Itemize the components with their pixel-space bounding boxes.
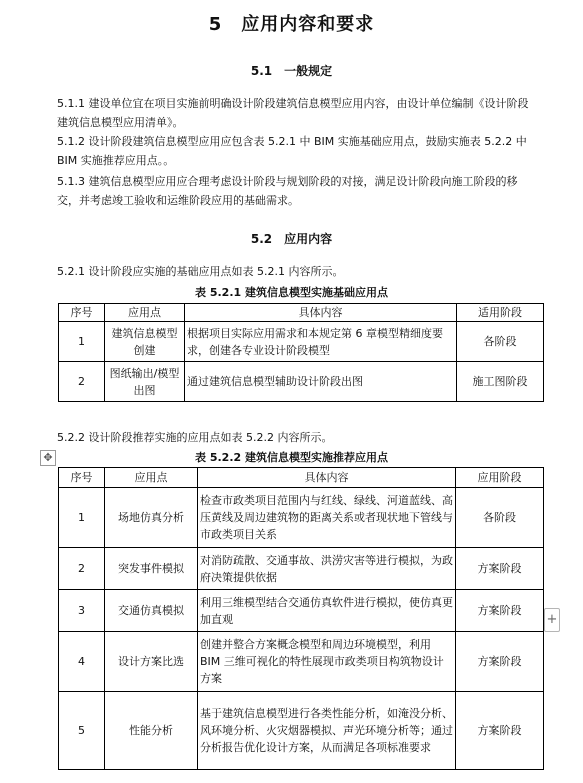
clause-5-2-2: 5.2.2 设计阶段推荐实施的应用点如表 5.2.2 内容所示。 [57,431,333,444]
table-cell: 性能分析 [105,692,198,770]
table-row [59,322,544,362]
add-row-icon[interactable]: + [544,608,560,632]
move-handle-icon[interactable]: ✥ [40,450,56,466]
table-cell: 突发事件模拟 [105,548,198,590]
table-cell: 方案阶段 [456,632,544,692]
table-cell: 施工图阶段 [457,362,544,402]
table-cell: 交通仿真模拟 [105,590,198,632]
table-cell: 根据项目实际应用需求和本规定第 6 章模型精细度要求，创建各专业设计阶段模型 [185,322,457,362]
table2-caption: 表 5.2.2 建筑信息模型实施推荐应用点 [195,451,388,464]
table-header-row [59,304,544,322]
table-cell: 检查市政类项目范围内与红线、绿线、河道蓝线、高压黄线及周边建筑物的距离关系或者现状地下管线与市政类项目关系 [198,488,456,548]
table-cell: 建筑信息模型创建 [105,322,185,362]
table-cell: 场地仿真分析 [105,488,198,548]
table-header-cell: 应用点 [105,468,198,488]
table-row [59,692,544,770]
table-header-cell: 应用点 [105,304,185,322]
table-row [59,362,544,402]
table1-caption: 表 5.2.1 建筑信息模型实施基础应用点 [195,286,388,299]
table-cell: 1 [59,488,105,548]
table-cell: 利用三维模型结合交通仿真软件进行模拟，使仿真更加直观 [198,590,456,632]
table-header-row [59,468,544,488]
section-title-5-2: 5.2 应用内容 [250,232,333,246]
table-cell: 对消防疏散、交通事故、洪涝灾害等进行模拟，为政府决策提供依据 [198,548,456,590]
table-cell: 基于建筑信息模型进行各类性能分析，如淹没分析、风环境分析、火灾烟器模拟、声光环境分析等；通过分析报告优化设计方案，从而满足各项标准要求 [198,692,456,770]
table-5-2-1 [58,303,544,402]
clause-5-1-1: 5.1.1 建设单位宜在项目实施前明确设计阶段建筑信息模型应用内容，由设计单位编制《设计阶段建筑信息模型应用清单》。 [57,97,529,129]
table-header-cell: 应用阶段 [456,468,544,488]
table-5-2-2 [58,467,544,770]
table-row [59,548,544,590]
table-cell: 各阶段 [456,488,544,548]
table-cell: 3 [59,590,105,632]
table-cell: 2 [59,548,105,590]
section-title-5-1: 5.1 一般规定 [250,64,333,78]
table-cell: 方案阶段 [456,548,544,590]
clause-5-1-3: 5.1.3 建筑信息模型应用应合理考虑设计阶段与规划阶段的对接，满足设计阶段向施工阶段的移交，并考虑竣工验收和运维阶段应用的基础需求。 [57,175,518,207]
table-cell: 创建并整合方案概念模型和周边环境模型，利用 BIM 三维可视化的特性展现市政类项目构筑物设计方案 [198,632,456,692]
table-cell: 4 [59,632,105,692]
table-row [59,488,544,548]
clause-5-1-2: 5.1.2 设计阶段建筑信息模型应用应包含表 5.2.1 中 BIM 实施基础应用点，鼓励实施表 5.2.2 中 BIM 实施推荐应用点。。 [57,135,527,167]
table-header-cell: 具体内容 [185,304,457,322]
table-row [59,632,544,692]
table-cell: 图纸输出/模型出图 [105,362,185,402]
table-cell: 设计方案比选 [105,632,198,692]
table-cell: 1 [59,322,105,362]
clause-5-2-1: 5.2.1 设计阶段应实施的基础应用点如表 5.2.1 内容所示。 [57,265,344,278]
table-cell: 方案阶段 [456,692,544,770]
table-cell: 通过建筑信息模型辅助设计阶段出图 [185,362,457,402]
table-cell: 2 [59,362,105,402]
chapter-title: 5 应用内容和要求 [208,14,375,35]
table-row [59,590,544,632]
table-header-cell: 序号 [59,468,105,488]
table-cell: 方案阶段 [456,590,544,632]
table-header-cell: 序号 [59,304,105,322]
table-header-cell: 具体内容 [198,468,456,488]
table-header-cell: 适用阶段 [457,304,544,322]
table-cell: 5 [59,692,105,770]
table-cell: 各阶段 [457,322,544,362]
